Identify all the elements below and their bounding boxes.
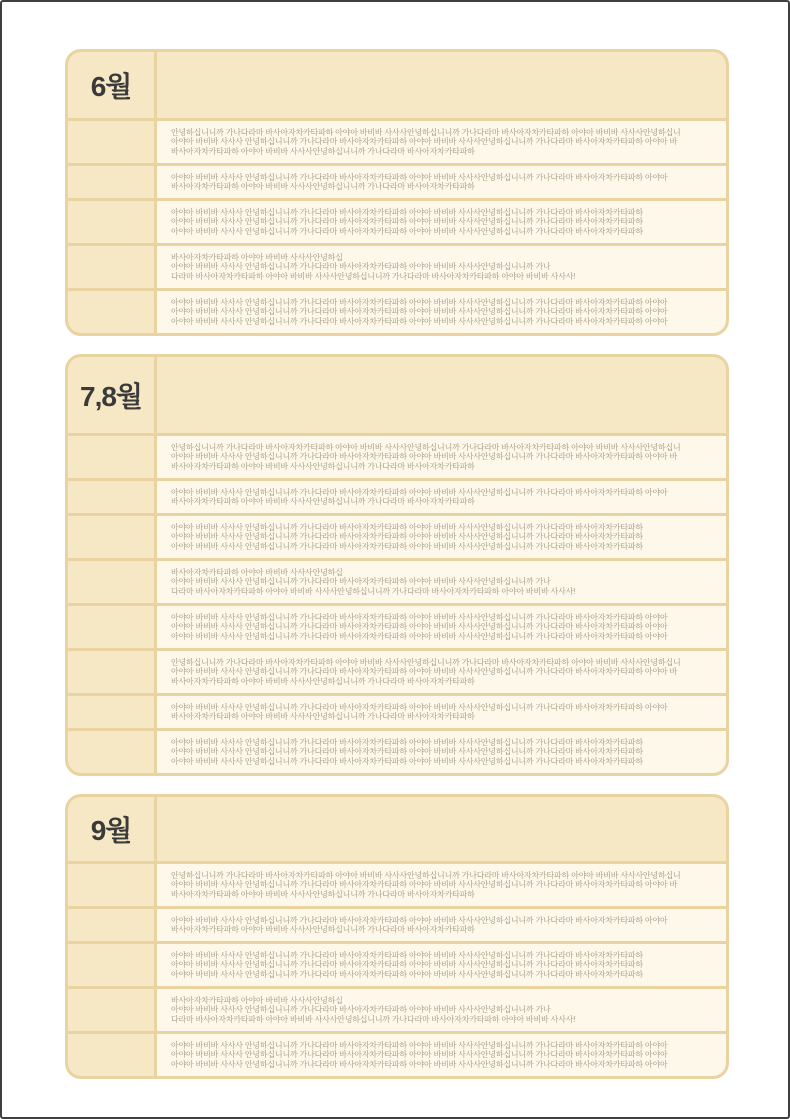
row-content-cell <box>157 909 726 941</box>
text-line: 바사아자차카타파하 아야아 바비바 사사사안녕하십니니까 가나다라마 바사아자차카타파하 <box>171 497 475 506</box>
row-label-cell <box>68 201 154 243</box>
row-label-cell <box>68 606 154 648</box>
text-line: 아야아 바비바 사사사 안녕하십니니까 가나다라마 바사아자차카타파하 아야아 바비바 사사사안녕하십니니까 가나다라마 바사아자차카타파하 아야아 바 <box>171 452 678 462</box>
month-label: 6월 <box>90 71 132 102</box>
text-line: 아야아 바비바 사사사 안녕하십니니까 가나다라마 바사아자차카타파하 아야아 바비바 사사사안녕하십니니까 가나다라마 바사아자차카타파하 아야아 <box>171 1059 668 1069</box>
row-content-cell <box>157 731 726 773</box>
text-line: 아야아 바비바 사사사 안녕하십니니까 가나다라마 바사아자차카타파하 아야아 바비바 사사사안녕하십니니까 가나다라마 바사아자차카타파하 <box>171 756 643 766</box>
text-line: 아야아 바비바 사사사 안녕하십니니까 가나다라마 바사아자차카타파하 아야아 바비바 사사사안녕하십니니까 가나다라마 바사아자차카타파하 <box>171 969 643 979</box>
text-line: 바사아자차카타파하 아야아 바비바 사사사안녕하십 <box>171 995 343 1005</box>
row-content-cell <box>157 436 726 478</box>
row-label-cell <box>68 121 154 163</box>
header-content-cell <box>157 52 726 118</box>
text-line: 아야아 바비바 사사사 안녕하십니니까 가나다라마 바사아자차카타파하 아야아 바비바 사사사안녕하십니니까 가나다라마 바사아자차카타파하 <box>171 950 643 960</box>
row-content-cell <box>157 864 726 906</box>
text-line: 아야아 바비바 사사사 안녕하십니니까 가나다라마 바사아자차카타파하 아야아 바비바 사사사안녕하십니니까 가나다라마 바사아자차카타파하 아야아 <box>171 1050 668 1060</box>
row-label-cell <box>68 944 154 986</box>
row-content-cell <box>157 944 726 986</box>
text-line: 안녕하십니니까 가나다라마 바사아자차카타파하 아야아 바비바 사사사안녕하십니니까 가나다라마 바사아자차카타파하 아야아 바비바 사사사안녕하십니 <box>171 870 681 880</box>
row-content-cell <box>157 121 726 163</box>
month-label-cell <box>68 357 154 433</box>
text-line: 아야아 바비바 사사사 안녕하십니니까 가나다라마 바사아자차카타파하 아야아 바비바 사사사안녕하십니니까 가나다라마 바사아자차카타파하 아야아 <box>171 622 668 632</box>
text-line: 다라마 바사아자차카타파하 아야아 바비바 사사사안녕하십니니까 가나다라마 바사아자차카타파하 아야아 바비바 사사사! <box>171 586 576 596</box>
text-line: 아야아 바비바 사사사 안녕하십니니까 가나다라마 바사아자차카타파하 아야아 바비바 사사사안녕하십니니까 가나다라마 바사아자차카타파하 아야아 <box>171 172 668 182</box>
text-line: 아야아 바비바 사사사 안녕하십니니까 가나다라마 바사아자차카타파하 아야아 바비바 사사사안녕하십니니까 가나 <box>171 577 551 587</box>
row-label-cell <box>68 516 154 558</box>
row-content-cell <box>157 201 726 243</box>
header-content-cell <box>157 357 726 433</box>
row-label-cell <box>68 291 154 333</box>
section-july-august <box>65 354 729 776</box>
header-content-cell <box>157 797 726 861</box>
section-june <box>65 49 729 336</box>
text-line: 다라마 바사아자차카타파하 아야아 바비바 사사사안녕하십니니까 가나다라마 바사아자차카타파하 아야아 바비바 사사사! <box>171 271 576 281</box>
month-label: 9월 <box>90 815 132 846</box>
row-content-cell <box>157 246 726 288</box>
month-label-cell <box>68 797 154 861</box>
text-line: 아야아 바비바 사사사 안녕하십니니까 가나다라마 바사아자차카타파하 아야아 바비바 사사사안녕하십니니까 가나다라마 바사아자차카타파하 아야아 <box>171 297 668 307</box>
row-content-cell <box>157 481 726 513</box>
text-line: 아야아 바비바 사사사 안녕하십니니까 가나다라마 바사아자차카타파하 아야아 바비바 사사사안녕하십니니까 가나다라마 바사아자차카타파하 아야아 <box>171 487 668 497</box>
text-line: 아야아 바비바 사사사 안녕하십니니까 가나다라마 바사아자차카타파하 아야아 바비바 사사사안녕하십니니까 가나다라마 바사아자차카타파하 아야아 <box>171 307 668 317</box>
text-line: 안녕하십니니까 가나다라마 바사아자차카타파하 아야아 바비바 사사사안녕하십니니까 가나다라마 바사아자차카타파하 아야아 바비바 사사사안녕하십니 <box>171 657 681 667</box>
row-label-cell <box>68 436 154 478</box>
text-line: 바사아자차카타파하 아야아 바비바 사사사안녕하십니니까 가나다라마 바사아자차카타파하 <box>171 182 475 191</box>
text-line: 아야아 바비바 사사사 안녕하십니니까 가나다라마 바사아자차카타파하 아야아 바비바 사사사안녕하십니니까 가나다라마 바사아자차카타파하 아야아 바 <box>171 667 678 677</box>
month-label: 7,8월 <box>80 381 142 412</box>
row-label-cell <box>68 481 154 513</box>
row-label-cell <box>68 561 154 603</box>
text-line: 아야아 바비바 사사사 안녕하십니니까 가나다라마 바사아자차카타파하 아야아 바비바 사사사안녕하십니니까 가나다라마 바사아자차카타파하 아야아 <box>171 612 668 622</box>
text-line: 바사아자차카타파하 아야아 바비바 사사사안녕하십 <box>171 252 343 262</box>
text-line: 아야아 바비바 사사사 안녕하십니니까 가나다라마 바사아자차카타파하 아야아 바비바 사사사안녕하십니니까 가나다라마 바사아자차카타파하 아야아 <box>171 1040 668 1050</box>
row-label-cell <box>68 731 154 773</box>
text-line: 아야아 바비바 사사사 안녕하십니니까 가나다라마 바사아자차카타파하 아야아 바비바 사사사안녕하십니니까 가나다라마 바사아자차카타파하 아야아 <box>171 631 668 641</box>
text-line: 바사아자차카타파하 아야아 바비바 사사사안녕하십니니까 가나다라마 바사아자차카타파하 <box>171 712 475 721</box>
row-label-cell <box>68 1034 154 1076</box>
row-label-cell <box>68 864 154 906</box>
text-line: 바사아자차카타파하 아야아 바비바 사사사안녕하십니니까 가나다라마 바사아자차카타파하 <box>171 889 475 899</box>
text-line: 아야아 바비바 사사사 안녕하십니니까 가나다라마 바사아자차카타파하 아야아 바비바 사사사안녕하십니니까 가나다라마 바사아자차카타파하 <box>171 522 643 532</box>
row-label-cell <box>68 651 154 693</box>
row-label-cell <box>68 246 154 288</box>
text-line: 아야아 바비바 사사사 안녕하십니니까 가나다라마 바사아자차카타파하 아야아 바비바 사사사안녕하십니니까 가나다라마 바사아자차카타파하 아야아 바 <box>171 137 678 147</box>
row-content-cell <box>157 606 726 648</box>
text-line: 안녕하십니니까 가나다라마 바사아자차카타파하 아야아 바비바 사사사안녕하십니니까 가나다라마 바사아자차카타파하 아야아 바비바 사사사안녕하십니 <box>171 442 681 452</box>
text-line: 안녕하십니니까 가나다라마 바사아자차카타파하 아야아 바비바 사사사안녕하십니니까 가나다라마 바사아자차카타파하 아야아 바비바 사사사안녕하십니 <box>171 127 681 137</box>
text-line: 아야아 바비바 사사사 안녕하십니니까 가나다라마 바사아자차카타파하 아야아 바비바 사사사안녕하십니니까 가나다라마 바사아자차카타파하 아야아 <box>171 316 668 326</box>
row-content-cell <box>157 516 726 558</box>
section-september <box>65 794 729 1079</box>
text-line: 아야아 바비바 사사사 안녕하십니니까 가나다라마 바사아자차카타파하 아야아 바비바 사사사안녕하십니니까 가나다라마 바사아자차카타파하 <box>171 960 643 970</box>
row-content-cell <box>157 1034 726 1076</box>
text-line: 바사아자차카타파하 아야아 바비바 사사사안녕하십니니까 가나다라마 바사아자차카타파하 <box>171 461 475 471</box>
row-label-cell <box>68 989 154 1031</box>
text-line: 아야아 바비바 사사사 안녕하십니니까 가나다라마 바사아자차카타파하 아야아 바비바 사사사안녕하십니니까 가나 <box>171 262 551 272</box>
text-line: 바사아자차카타파하 아야아 바비바 사사사안녕하십니니까 가나다라마 바사아자차카타파하 <box>171 676 475 686</box>
text-line: 아야아 바비바 사사사 안녕하십니니까 가나다라마 바사아자차카타파하 아야아 바비바 사사사안녕하십니니까 가나다라마 바사아자차카타파하 <box>171 541 643 551</box>
text-line: 아야아 바비바 사사사 안녕하십니니까 가나다라마 바사아자차카타파하 아야아 바비바 사사사안녕하십니니까 가나다라마 바사아자차카타파하 <box>171 226 643 236</box>
text-line: 바사아자차카타파하 아야아 바비바 사사사안녕하십 <box>171 567 343 577</box>
row-content-cell <box>157 166 726 198</box>
row-label-cell <box>68 909 154 941</box>
document-body <box>65 49 726 1079</box>
text-line: 아야아 바비바 사사사 안녕하십니니까 가나다라마 바사아자차카타파하 아야아 바비바 사사사안녕하십니니까 가나다라마 바사아자차카타파하 <box>171 207 643 217</box>
row-label-cell <box>68 166 154 198</box>
text-line: 아야아 바비바 사사사 안녕하십니니까 가나다라마 바사아자차카타파하 아야아 바비바 사사사안녕하십니니까 가나다라마 바사아자차카타파하 <box>171 217 643 227</box>
row-label-cell <box>68 696 154 728</box>
text-line: 아야아 바비바 사사사 안녕하십니니까 가나다라마 바사아자차카타파하 아야아 바비바 사사사안녕하십니니까 가나 <box>171 1005 551 1015</box>
row-content-cell <box>157 696 726 728</box>
row-content-cell <box>157 989 726 1031</box>
text-line: 다라마 바사아자차카타파하 아야아 바비바 사사사안녕하십니니까 가나다라마 바사아자차카타파하 아야아 바비바 사사사! <box>171 1014 576 1024</box>
row-content-cell <box>157 561 726 603</box>
text-line: 바사아자차카타파하 아야아 바비바 사사사안녕하십니니까 가나다라마 바사아자차카타파하 <box>171 925 475 934</box>
text-line: 아야아 바비바 사사사 안녕하십니니까 가나다라마 바사아자차카타파하 아야아 바비바 사사사안녕하십니니까 가나다라마 바사아자차카타파하 <box>171 532 643 542</box>
text-line: 바사아자차카타파하 아야아 바비바 사사사안녕하십니니까 가나다라마 바사아자차카타파하 <box>171 146 475 156</box>
text-line: 아야아 바비바 사사사 안녕하십니니까 가나다라마 바사아자차카타파하 아야아 바비바 사사사안녕하십니니까 가나다라마 바사아자차카타파하 <box>171 737 643 747</box>
text-line: 아야아 바비바 사사사 안녕하십니니까 가나다라마 바사아자차카타파하 아야아 바비바 사사사안녕하십니니까 가나다라마 바사아자차카타파하 아야아 <box>171 915 668 925</box>
text-line: 아야아 바비바 사사사 안녕하십니니까 가나다라마 바사아자차카타파하 아야아 바비바 사사사안녕하십니니까 가나다라마 바사아자차카타파하 <box>171 747 643 757</box>
row-content-cell <box>157 291 726 333</box>
row-content-cell <box>157 651 726 693</box>
month-label-cell <box>68 52 154 118</box>
text-line: 아야아 바비바 사사사 안녕하십니니까 가나다라마 바사아자차카타파하 아야아 바비바 사사사안녕하십니니까 가나다라마 바사아자차카타파하 아야아 바 <box>171 880 678 890</box>
text-line: 아야아 바비바 사사사 안녕하십니니까 가나다라마 바사아자차카타파하 아야아 바비바 사사사안녕하십니니까 가나다라마 바사아자차카타파하 아야아 <box>171 702 668 712</box>
